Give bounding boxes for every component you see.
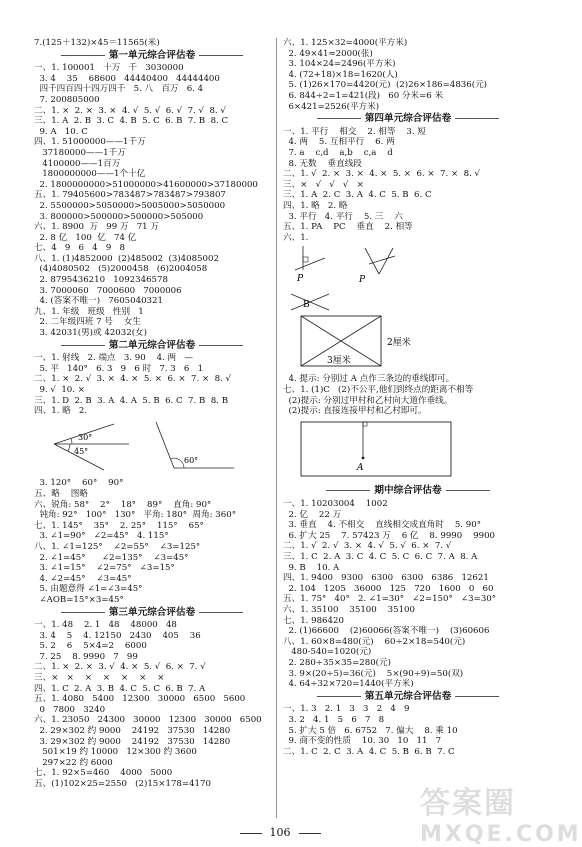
answer-line: 7. 200805000 <box>34 94 100 105</box>
answer-line: 5. 平 140° 6. 3 9 6 时 7. 3 6 1 <box>34 363 204 374</box>
title-rule <box>61 55 105 56</box>
answer-line: 二、1. C 2. C 3. A 4. C 5. B 6. B 7. C <box>283 746 455 757</box>
title-rule <box>455 118 499 119</box>
answer-line: 2. 280÷35×35=280(元) <box>283 657 391 668</box>
answer-line: 四、1. 略 2. <box>34 406 88 417</box>
dimension-width-label: 3厘米 <box>327 355 351 366</box>
page-dash-left <box>240 833 262 834</box>
answer-line: 一、1. 100001 十万 千 3030000 <box>34 63 184 74</box>
answer-line: 八、1. 60×8=480(元) 60÷2×18=540(元) <box>283 636 466 647</box>
answer-line: 4. (答案不唯一) 7605040321 <box>34 296 163 307</box>
section-title <box>34 608 270 619</box>
watermark-logo <box>420 778 582 847</box>
section-title-text: 第四单元综合评估卷 <box>364 113 452 125</box>
answer-line: 2. 104 1205 36000 125 720 1600 0 60 <box>283 583 494 594</box>
answer-line: 一、1. 3 2. 1 3 3 2 4 9 <box>283 704 410 715</box>
answer-line: 四、1. C 2. A 3. B 4. C 5. C 6. B 7. A <box>34 683 206 694</box>
answer-line: 480-540=1020(元) <box>283 647 372 658</box>
answer-line: 3. 平行 4. 平行 5. 三 六 <box>283 211 403 222</box>
angle-label-30: 30° <box>78 432 93 442</box>
answer-line: 七、1. 145° 35° 2. 25° 115° 65° <box>34 520 204 531</box>
right-column <box>283 38 533 757</box>
answer-line: 9. √ 10. × <box>34 385 85 395</box>
answer-line: 2. ∠1=45° ∠2=135° ∠3=45° <box>34 552 189 563</box>
section-title-text: 第三单元综合评估卷 <box>108 606 196 618</box>
answer-line: 2. (1)66600 (2)60066(答案不唯一) (3)60606 <box>283 626 490 637</box>
answer-line: 五、略 图略 <box>34 488 88 499</box>
answer-line: 七、4 9 6 4 9 8 <box>34 243 125 254</box>
answer-line: 3. 2 4. 1 5 6 7 8 <box>283 714 385 725</box>
answer-line: 6×421=2526(平方米) <box>283 101 380 112</box>
answer-line: 3. 120° 60° 90° <box>34 478 124 489</box>
answer-line: 5. 2 6 5×4=2 6000 <box>34 641 147 652</box>
answer-line: 5. 扩大 5 倍 6. 6752 7. 偏大 8. 乘 10 <box>283 725 458 736</box>
answer-line: 一、1. 射线 2. 端点 3. 90 4. 两 — <box>34 353 193 364</box>
answer-line: 六、1. <box>283 232 309 243</box>
answer-line: 六、1. 23050 24300 30000 12300 30000 6500 <box>34 715 262 726</box>
answer-line: 八、1. (1)4852000 (2)485002 (3)4085002 <box>34 253 219 264</box>
answer-line: 四、1. 9400 9300 6300 6300 6386 12621 <box>283 573 489 584</box>
page-dash-right <box>299 833 321 834</box>
answer-line: 三、× √ √ √ × <box>283 179 364 190</box>
answer-line: 2. 8795436210 1092346578 <box>34 275 168 286</box>
answer-line: 四千四百四十四万四千 5. 八 百万 6. 4 <box>34 84 204 95</box>
answer-line: 3. 104×24=2496(平方米) <box>283 59 396 70</box>
answer-line: 9. 商不变的性质 10. 30 10 11 7 <box>283 736 442 747</box>
title-rule <box>61 345 105 346</box>
section-title <box>34 341 270 352</box>
answer-line: 2. 49×41≈2000(张) <box>283 48 373 59</box>
answer-line: ∠AOB=15°×3=45° <box>34 594 124 605</box>
answer-line: 6. 扩大 25 7. 57423 万 6 亿 8. 9990 9900 <box>283 530 496 541</box>
answer-line: 2. 亿 22 万 <box>283 509 342 520</box>
point-p-label: P <box>297 274 304 285</box>
answer-line: 37180000——1千万 <box>34 147 126 158</box>
answer-line: 297×22 约 6000 <box>34 757 113 768</box>
title-rule <box>455 696 499 697</box>
answer-line: 四、1. 略 2. 略 <box>283 200 348 211</box>
answer-line: 5. (1)26×170=4420(元) (2)26×186=4836(元) <box>283 80 488 91</box>
answer-line: 0 7800 3240 <box>34 704 106 715</box>
answer-line: 二、1. √ 2. √ 3. × 4. √ 5. √ 6. × 7. √ <box>283 541 452 552</box>
point-a-label: A <box>357 462 364 473</box>
answer-line: 七、1. 92×5=460 4000 5000 <box>34 768 173 779</box>
answer-line: 9. B 10. A <box>283 562 340 573</box>
rectangle-figure <box>283 290 523 370</box>
answer-line: 五、1. 75° 40° 2. ∠1=30° ∠2=150° ∠3=30° <box>283 594 497 605</box>
answer-line: 3. 4 35 68600 44440400 44444400 <box>34 73 220 84</box>
section-title-text: 第一单元综合评估卷 <box>108 49 196 61</box>
answer-line: 2. 1800000000>51000000>41600000>37180000 <box>34 179 258 190</box>
answer-line: 六、锐角: 58° 2° 18° 89° 直角: 90° <box>34 499 212 510</box>
answer-line: 3. 9×(20÷5)=36(元) 5×(90÷9)=50(双) <box>283 668 464 679</box>
answer-line: 三、1. C 2. A 3. C 4. C 5. C 6. C 7. A 8. A <box>283 552 478 562</box>
angle-label-45: 45° <box>74 446 89 456</box>
answer-line: 五、1. 4080 5400 12300 30000 6500 5600 <box>34 694 246 705</box>
answer-line: 六、1. 8900 万 99 万 71 万 <box>34 222 159 233</box>
page-number-text: 106 <box>269 826 291 839</box>
answer-line: 五、(1)102×25=2550 (2)15×178=4170 <box>34 779 211 789</box>
point-b-label: B <box>303 299 310 310</box>
answer-line: 2. 8 亿 100 亿 74 亿 <box>34 232 137 243</box>
answer-line: 4. 两 5. 互相平行 6. 两 <box>283 137 395 148</box>
title-rule <box>199 55 243 56</box>
answer-line: 四、1. 51000000——1千万 <box>34 137 146 148</box>
answer-line: 五、1. 79405600>783487>783487>793807 <box>34 190 226 201</box>
answer-line: 三、× × × × × × × <box>34 673 165 684</box>
answer-line: 3. 800000>500000>500000>505000 <box>34 211 204 222</box>
title-rule <box>317 118 361 119</box>
answer-line: 3. ∠1=90° ∠2=45° 4. 115° <box>34 531 169 542</box>
title-rule <box>317 696 361 697</box>
answer-line: 3. ∠1=15° ∠2=75° ∠3=15° <box>34 563 175 574</box>
title-rule <box>199 345 243 346</box>
answer-line: 7. 25 8. 9990 7 99 <box>34 651 138 662</box>
point-p2-label: P <box>359 275 366 286</box>
answer-line: 三、1. D 2. B 3. A 4. A 5. B 6. C 7. B 8. B <box>34 395 229 406</box>
answer-line: 3. 4 5 4. 12150 2430 405 36 <box>34 630 201 641</box>
answer-line: 八、1. ∠1=125° ∠2=55° ∠3=125° <box>34 541 201 552</box>
answer-line: 4. 64÷32×720=1440(平方米) <box>283 679 414 690</box>
answer-line: (2)提示: 分别过甲村和乙村向大道作垂线。 <box>283 395 453 406</box>
answer-line: 七、1. 986420 <box>283 615 344 626</box>
watermark-en: MXQE.COM <box>420 822 582 847</box>
answer-line: 六、1. 35100 35100 35100 <box>283 604 415 615</box>
answer-line: 4. 提示: 分别过 A 点作三条边的垂线即可。 <box>283 374 455 385</box>
answer-line: 二、1. √ 2. × 3. × 4. × 5. × 6. × 7. × 8. √ <box>283 169 481 180</box>
rectangle-point-figure <box>283 418 523 480</box>
watermark-cn: 答案圈 <box>420 786 516 821</box>
section-title-text: 第五单元综合评估卷 <box>364 690 452 702</box>
answer-line: 一、1. 10203004 1002 <box>283 499 388 510</box>
answer-line: 3. 42031(男)或 42032(女) <box>34 328 147 339</box>
answer-line: 三、1. A 2. C 3. A 4. C 5. B 6. C <box>283 190 432 201</box>
answer-line: 2. 5500000>5050000>5005000>5050000 <box>34 200 226 211</box>
dimension-height-label: 2厘米 <box>387 337 411 348</box>
answer-line: (2)提示: 直接连接甲村和乙村即可。 <box>283 406 427 417</box>
answer-line: 一、1. 48 2. 1 48 48000 48 <box>34 620 177 631</box>
answer-line: 2. 29×302 约 9000 24192 37530 14280 <box>34 726 231 737</box>
answer-line: 4. (72+18)×18=1620(人) <box>283 69 398 80</box>
section-title <box>283 692 533 703</box>
answer-line: 7.(125＋132)×45＝11565(米) <box>34 38 160 48</box>
answer-line: 4100000——1百万 <box>34 158 121 169</box>
column-divider <box>276 38 277 818</box>
answer-line: 钝角: 92° 100° 130° 平角: 180° 周角: 360° <box>34 510 236 521</box>
section-title-text: 第二单元综合评估卷 <box>108 339 196 351</box>
answer-line: 8. 无数 垂直线段 <box>283 158 362 169</box>
answer-line: 4. ∠2=45° ∠3=45° <box>34 573 132 584</box>
answer-line: 六、1. 125×32=4000(平方米) <box>283 38 408 48</box>
perpendicular-figures <box>283 244 423 284</box>
answer-line: 三、1. A 2. B 3. C 4. B 5. C 6. B 7. B 8. C <box>34 116 229 127</box>
answer-line: 九、1. 年级 班级 性别 1 <box>34 306 144 317</box>
section-title <box>34 51 270 62</box>
answer-line: 5. 由题意得 ∠1=∠3=45° <box>34 584 143 595</box>
answer-line: 一、1. 平行 相交 2. 相等 3. 短 <box>283 126 426 137</box>
answer-line: 3. 垂直 4. 不相交 直线相交成直角时 5. 90° <box>283 520 481 531</box>
section-title <box>283 486 533 497</box>
answer-line: 501×19 约 10000 12×300 约 3600 <box>34 747 197 758</box>
title-rule <box>61 612 105 613</box>
section-title <box>283 114 533 125</box>
angle-figures <box>34 418 244 474</box>
section-title-text: 期中综合评估卷 <box>374 485 442 497</box>
answer-line: (4)4080502 (5)2000458 (6)2004058 <box>34 264 208 275</box>
answer-line: 3. 29×302 约 9000 24192 37530 14280 <box>34 736 231 747</box>
answer-line: 二、1. × 2. × 3. × 4. √ 5. √ 6. √ 7. √ 8. √ <box>34 105 226 116</box>
left-column <box>34 38 270 790</box>
answer-line: 9. A 10. C <box>34 126 88 137</box>
answer-line: 七、1. (1)C (2)不公平,他们到终点的距离不相等 <box>283 385 474 396</box>
title-rule <box>199 612 243 613</box>
answer-line: 3. 7000060 7000600 7000006 <box>34 285 182 296</box>
angle-label-60: 60° <box>184 455 199 465</box>
answer-line: 7. a c,d a,b c,a d <box>283 147 393 158</box>
answer-line: 1800000000——1个十亿 <box>34 169 146 180</box>
answer-line: 二、1. × 2. √ 3. × 4. × 5. × 6. × 7. × 8. √ <box>34 374 232 385</box>
title-rule <box>326 490 370 491</box>
answer-line: 2. 二年级四班 7 号 女生 <box>34 317 142 328</box>
answer-line: 五、1. PA PC 垂直 2. 相等 <box>283 222 413 233</box>
title-rule <box>446 490 490 491</box>
answer-line: 二、1. × 2. × 3. √ 4. × 5. √ 6. × 7. √ <box>34 662 206 673</box>
answer-line: 6. 844÷2=1=421(段) 60 分米=6 米 <box>283 90 444 101</box>
